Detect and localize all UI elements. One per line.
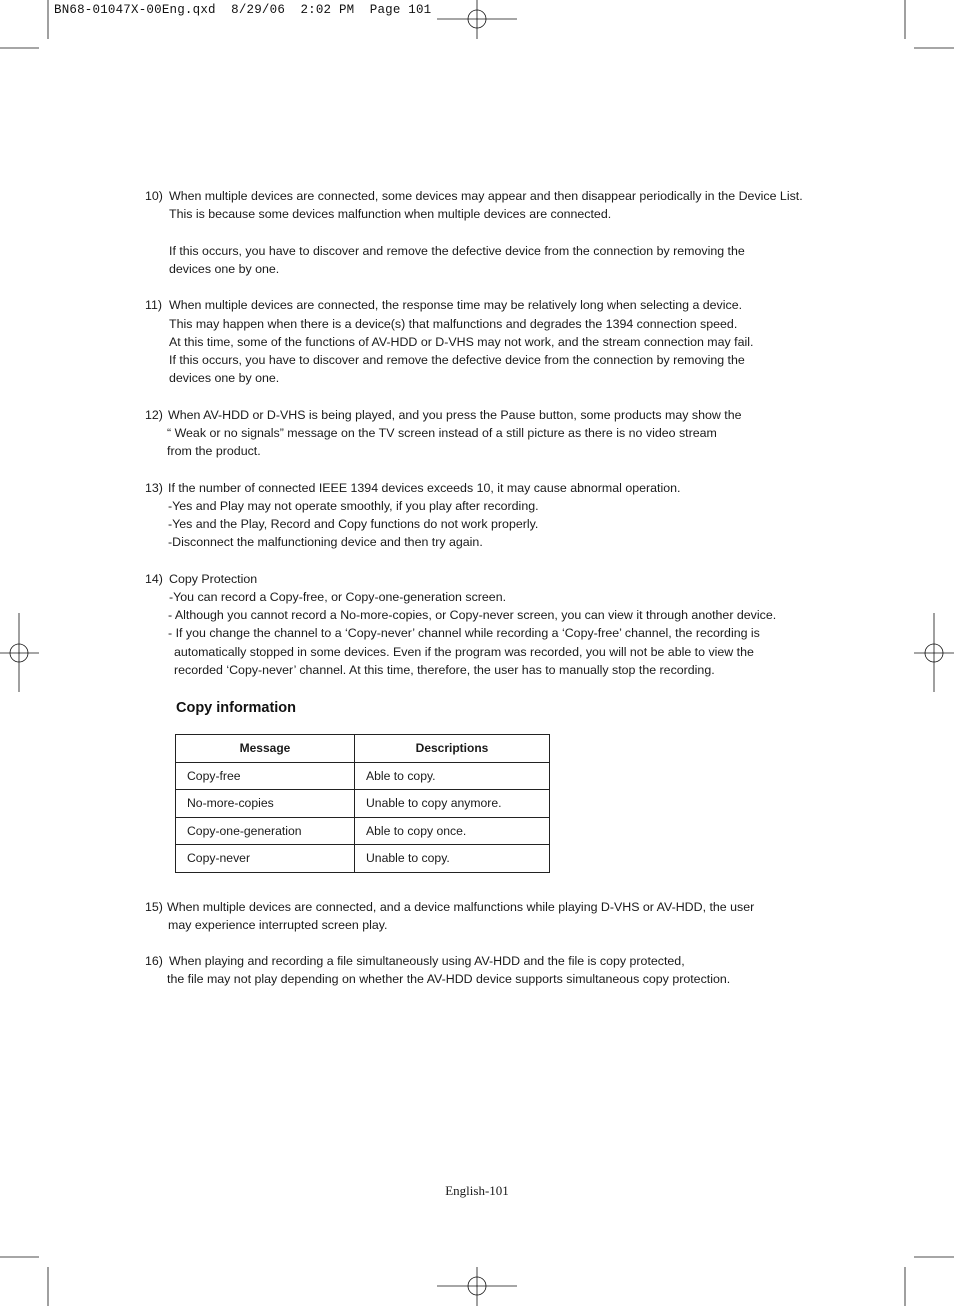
item-text-line: the file may not play depending on whether the AV-HDD device supports simultaneous copy protection. — [167, 972, 731, 986]
item-number: 15) — [145, 900, 163, 914]
item-text-line: When multiple devices are connected, some devices may appear and then disappear periodically in the Device List. — [169, 189, 803, 203]
item-number: 11) — [145, 298, 162, 312]
item-text-line: - Although you cannot record a No-more-copies, or Copy-never screen, you can view it through another device. — [168, 608, 777, 622]
item-text-line: If this occurs, you have to discover and remove the defective device from the connection by removing the — [169, 353, 745, 367]
item-number: 12) — [145, 408, 163, 422]
item-text-line: When playing and recording a file simultaneously using AV-HDD and the file is copy protected, — [169, 954, 685, 968]
item-number: 16) — [145, 954, 163, 968]
item-text-line: -Yes and Play may not operate smoothly, if you play after recording. — [168, 499, 539, 513]
item-text-line: Copy Protection — [169, 572, 258, 586]
column-header-descriptions: Descriptions — [355, 735, 550, 763]
item-number: 13) — [145, 481, 163, 495]
description-cell: Unable to copy. — [355, 845, 550, 873]
item-text-line: This may happen when there is a device(s) that malfunctions and degrades the 1394 connection speed. — [169, 317, 738, 331]
item-text-line: -Yes and the Play, Record and Copy functions do not work properly. — [168, 517, 539, 531]
item-text-line: devices one by one. — [169, 262, 280, 276]
item-text-line: devices one by one. — [169, 371, 280, 385]
item-text-line: If this occurs, you have to discover and remove the defective device from the connection by removing the — [169, 244, 745, 258]
message-cell: No-more-copies — [176, 790, 355, 818]
item-text-line: automatically stopped in some devices. Even if the program was recorded, you will not be able to view the — [174, 645, 754, 659]
table-row — [176, 762, 550, 790]
column-header-message: Message — [176, 735, 355, 763]
print-slug: BN68-01047X-00Eng.qxd 8/29/06 2:02 PM Page 101 — [54, 3, 432, 17]
copy-information-title: Copy information — [176, 700, 297, 716]
description-cell: Able to copy. — [355, 762, 550, 790]
item-text-line: If the number of connected IEEE 1394 devices exceeds 10, it may cause abnormal operation. — [168, 481, 681, 495]
item-text-line: - If you change the channel to a ‘Copy-never’ channel while recording a ‘Copy-free’ channel, the recording is — [168, 626, 760, 640]
item-text-line: “ Weak or no signals” message on the TV screen instead of a still picture as there is no video stream — [167, 426, 717, 440]
message-cell: Copy-free — [176, 762, 355, 790]
copy-information-table — [175, 734, 550, 873]
item-text-line: -Disconnect the malfunctioning device and then try again. — [168, 535, 483, 549]
item-text-line: When multiple devices are connected, and a device malfunctions while playing D-VHS or AV-HDD, the user — [167, 900, 755, 914]
table-row — [176, 817, 550, 845]
message-cell: Copy-never — [176, 845, 355, 873]
message-cell: Copy-one-generation — [176, 817, 355, 845]
item-text-line: may experience interrupted screen play. — [168, 918, 388, 932]
item-text-line: -You can record a Copy-free, or Copy-one-generation screen. — [169, 590, 507, 604]
item-text-line: When multiple devices are connected, the response time may be relatively long when selecting a device. — [169, 298, 743, 312]
item-text-line: When AV-HDD or D-VHS is being played, and you press the Pause button, some products may show the — [168, 408, 742, 422]
item-text-line: from the product. — [167, 444, 261, 458]
table-row — [176, 845, 550, 873]
item-number: 10) — [145, 189, 163, 203]
item-text-line: recorded ‘Copy-never’ channel. At this time, therefore, the user has to manually stop the recording. — [174, 663, 715, 677]
item-text-line: At this time, some of the functions of AV-HDD or D-VHS may not work, and the stream connection may fail. — [169, 335, 754, 349]
item-number: 14) — [145, 572, 163, 586]
table-row — [176, 790, 550, 818]
item-text-line: This is because some devices malfunction when multiple devices are connected. — [169, 207, 612, 221]
description-cell: Unable to copy anymore. — [355, 790, 550, 818]
table-header-row — [176, 735, 550, 763]
page-number: English-101 — [445, 1183, 509, 1198]
description-cell: Able to copy once. — [355, 817, 550, 845]
